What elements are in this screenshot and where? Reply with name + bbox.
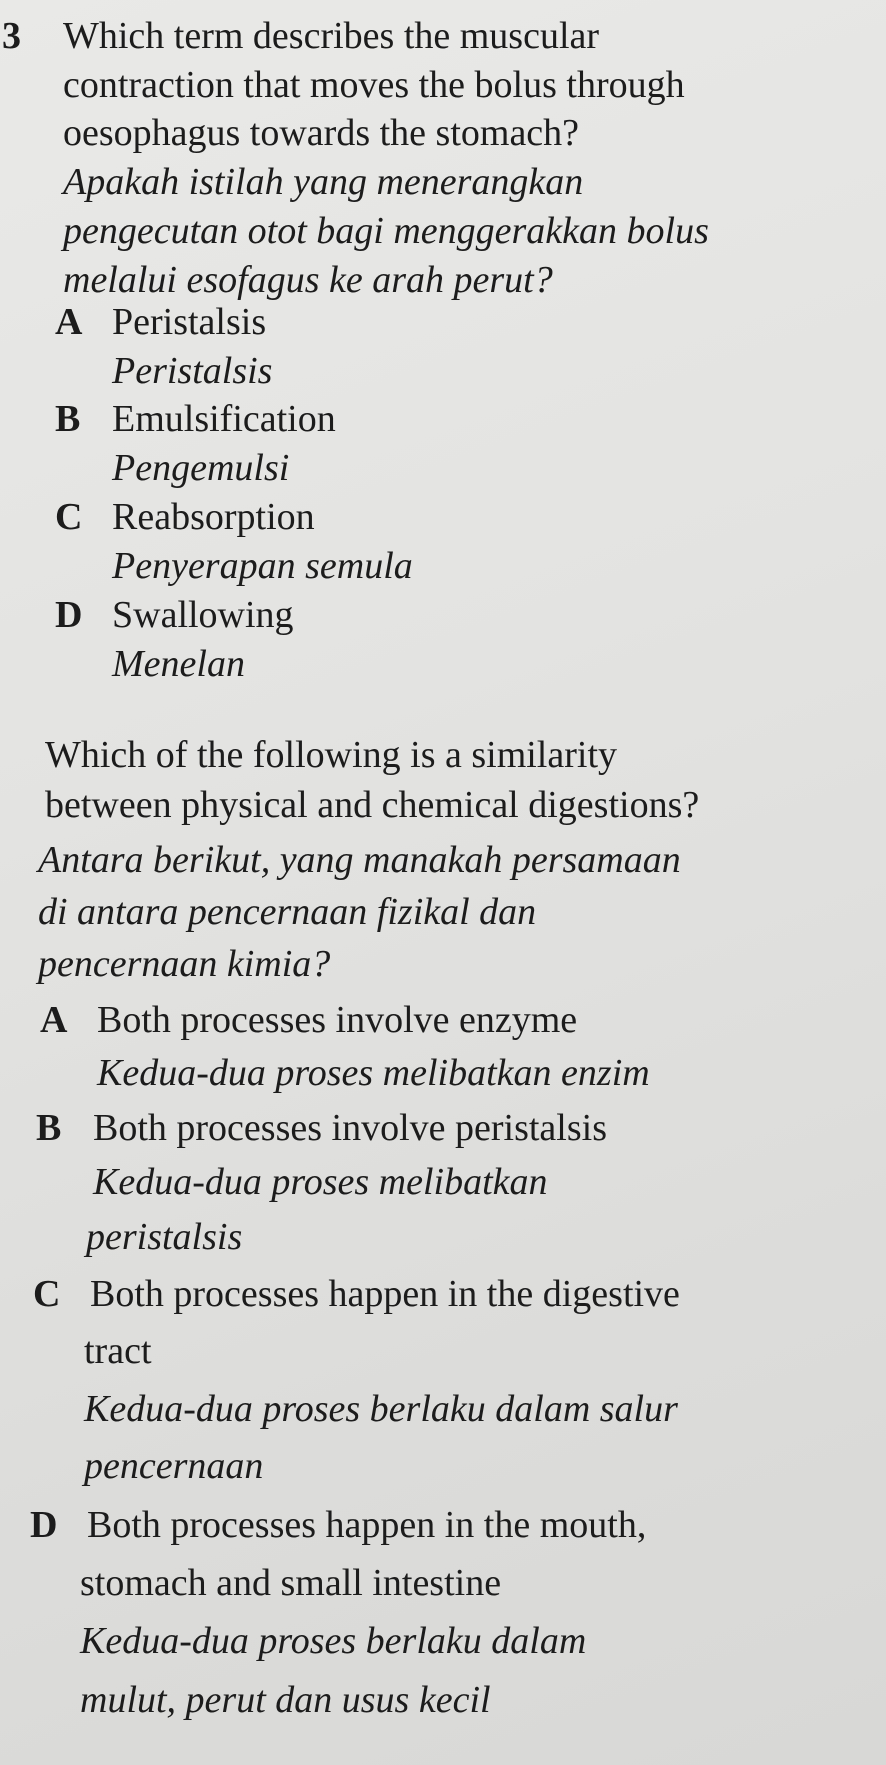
- option-a-ms: Peristalsis: [112, 350, 273, 392]
- option-b-en: Both processes involve peristalsis: [93, 1107, 607, 1149]
- question-number: 3: [2, 15, 21, 57]
- question-stem-en-line: Which term describes the muscular: [63, 15, 600, 57]
- question-stem-en-line: Which of the following is a similarity: [45, 734, 618, 776]
- option-d-ms: Menelan: [112, 643, 245, 685]
- option-a-ms: Kedua-dua proses melibatkan enzim: [97, 1052, 650, 1094]
- option-b-en: Emulsification: [112, 398, 336, 440]
- option-d-en: Swallowing: [112, 594, 294, 636]
- option-a-en: Peristalsis: [112, 301, 267, 343]
- option-b-ms: Kedua-dua proses melibatkan: [93, 1161, 548, 1203]
- option-d-letter: D: [55, 594, 83, 636]
- question-stem-ms-line: melalui esofagus ke arah perut?: [63, 259, 553, 301]
- option-d-en: Both processes happen in the mouth,: [87, 1504, 647, 1546]
- option-c-letter: C: [55, 496, 83, 538]
- option-c-ms: Kedua-dua proses berlaku dalam salur: [84, 1388, 678, 1430]
- question-stem-ms-line: Antara berikut, yang manakah persamaan: [38, 839, 681, 881]
- question-stem-en-line: oesophagus towards the stomach?: [63, 112, 580, 154]
- question-stem-ms-line: Apakah istilah yang menerangkan: [63, 161, 584, 203]
- question-stem-en-line: between physical and chemical digestions?: [45, 784, 700, 826]
- option-a-en: Both processes involve enzyme: [97, 999, 578, 1041]
- question-stem-ms-line: pengecutan otot bagi menggerakkan bolus: [63, 210, 709, 252]
- option-c-letter: C: [33, 1273, 61, 1315]
- option-d-ms: mulut, perut dan usus kecil: [80, 1679, 491, 1721]
- option-b-letter: B: [55, 398, 81, 440]
- option-d-en: stomach and small intestine: [80, 1562, 502, 1604]
- option-b-ms: peristalsis: [86, 1216, 243, 1258]
- option-c-ms: pencernaan: [84, 1445, 264, 1487]
- question-stem-en-line: contraction that moves the bolus through: [63, 64, 685, 106]
- option-a-letter: A: [40, 999, 68, 1041]
- option-c-en: Reabsorption: [112, 496, 315, 538]
- question-stem-ms-line: pencernaan kimia?: [38, 943, 331, 985]
- option-d-ms: Kedua-dua proses berlaku dalam: [80, 1620, 587, 1662]
- question-stem-ms-line: di antara pencernaan fizikal dan: [38, 891, 537, 933]
- option-d-letter: D: [30, 1504, 58, 1546]
- option-c-ms: Penyerapan semula: [112, 545, 413, 587]
- option-b-ms: Pengemulsi: [112, 447, 290, 489]
- option-c-en: Both processes happen in the digestive: [90, 1273, 680, 1315]
- option-c-en: tract: [84, 1330, 152, 1372]
- option-a-letter: A: [55, 301, 83, 343]
- option-b-letter: B: [36, 1107, 62, 1149]
